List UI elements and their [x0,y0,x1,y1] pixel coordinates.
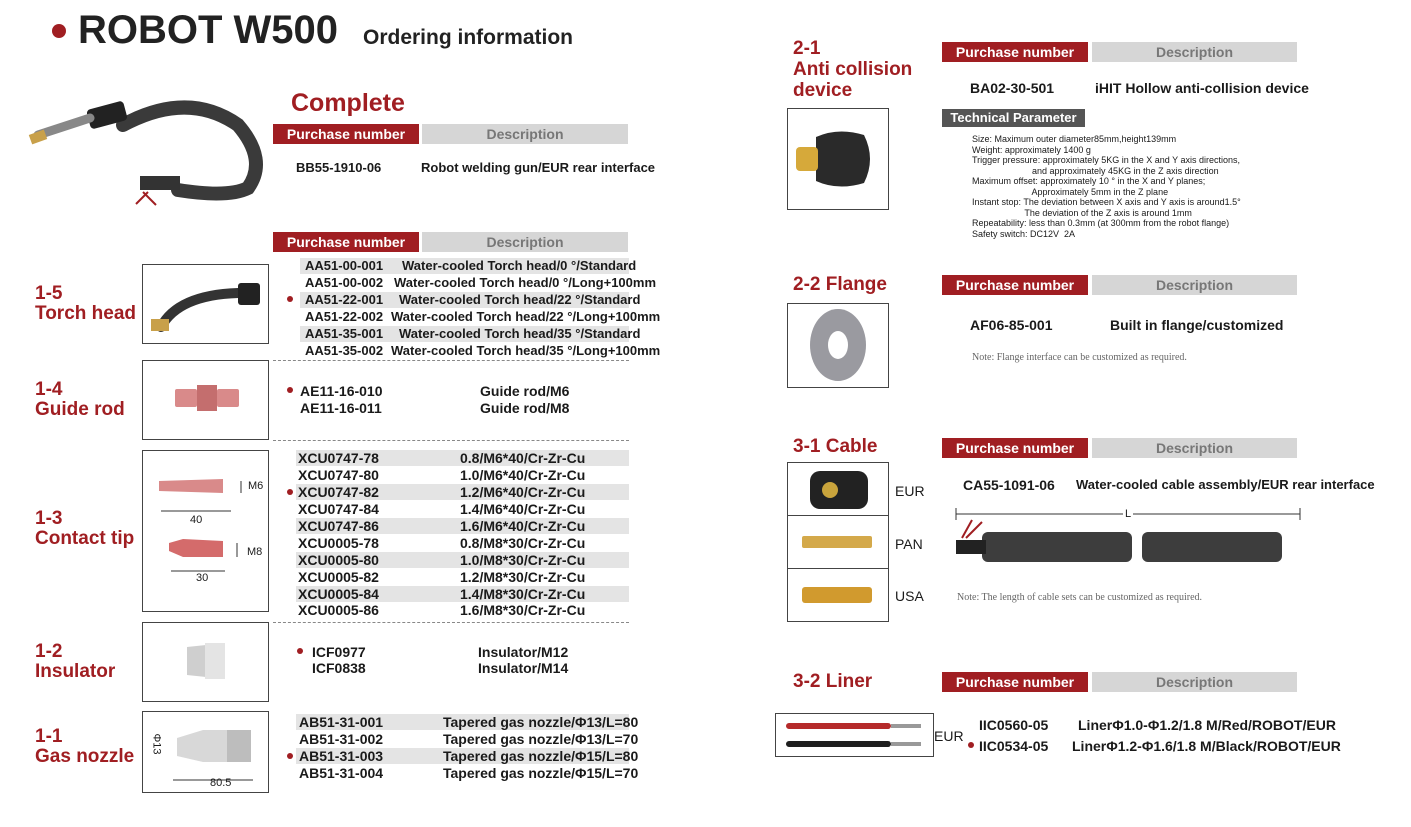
flange-header-desc: Description [1092,275,1297,295]
table-row: AB51-31-001 Tapered gas nozzle/Φ13/L=80 [296,714,629,730]
cable-label: 3-1 Cable [793,436,878,457]
cable-eur-image [787,462,889,516]
table-row: XCU0747-86 1.6/M6*40/Cr-Zr-Cu [296,518,629,534]
contact-tip-code: 1-3 [35,508,63,529]
parts-header-pn: Purchase number [273,232,419,252]
cable-header-desc: Description [1092,438,1297,458]
table-row: IIC0560-05 LinerΦ1.0-Φ1.2/1.8 M/Red/ROBOT/EUR [979,717,1336,733]
complete-header-desc: Description [422,124,628,144]
complete-pn: BB55-1910-06 [296,160,382,175]
liner-header-pn: Purchase number [942,672,1088,692]
divider [273,440,629,441]
complete-desc: Robot welding gun/EUR rear interface [421,160,656,175]
anti-collision-name: Anti collision [793,59,913,80]
tech-line: and approximately 45KG in the Z axis direction [972,165,1219,176]
anti-collision-code: 2-1 [793,38,821,59]
cable-pn: CA55-1091-06 [963,477,1055,493]
table-row: AA51-00-001 Water-cooled Torch head/0 °/Standard [300,258,629,274]
recommended-dot [287,489,293,495]
recommended-dot [297,648,303,654]
liner-label: 3-2 Liner [793,671,873,692]
divider [273,360,629,361]
dim-dia: Φ13 [150,733,163,755]
guide-rod-name: Guide rod [35,399,125,420]
tech-line: The deviation of the Z axis is around 1mm [972,207,1192,218]
title-bullet [52,24,66,38]
table-row: XCU0747-80 1.0/M6*40/Cr-Zr-Cu [298,467,586,483]
anti-collision-desc: iHIT Hollow anti-collision device [1095,80,1309,96]
cable-type-usa: USA [895,588,924,604]
torch-head-image [142,264,269,344]
cable-pan-image [787,515,889,569]
recommended-dot [287,296,293,302]
anti-collision-pn: BA02-30-501 [970,80,1055,96]
table-row: AB51-31-003 Tapered gas nozzle/Φ15/L=80 [296,748,629,764]
anti-collision-header-desc: Description [1092,42,1297,62]
dim-len: 80.5 [210,777,232,789]
flange-header-pn: Purchase number [942,275,1088,295]
insulator-name: Insulator [35,661,116,682]
table-row: AA51-22-001 Water-cooled Torch head/22 °/Standard [300,292,629,308]
cable-usa-image [787,568,889,622]
flange-note: Note: Flange interface can be customized as required. [972,352,1187,363]
cable-desc: Water-cooled cable assembly/EUR rear interface [1076,477,1375,492]
table-row: IIC0534-05 LinerΦ1.2-Φ1.6/1.8 M/Black/ROBOT/EUR [979,738,1341,754]
tech-line: Safety switch: DC12V 2A [972,228,1076,239]
gas-nozzle-code: 1-1 [35,726,63,747]
anti-collision-image [787,108,889,210]
tech-line: Instant stop: The deviation between X axis and Y axis is around1.5° [972,197,1241,207]
table-row: ICF0977 Insulator/M12 [312,644,569,660]
table-row: ICF0838 Insulator/M14 [312,660,569,676]
table-row: XCU0005-82 1.2/M8*30/Cr-Zr-Cu [298,569,586,585]
table-row: AB51-31-004 Tapered gas nozzle/Φ15/L=70 [299,765,639,781]
table-row: XCU0005-78 0.8/M8*30/Cr-Zr-Cu [298,535,586,551]
contact-tip-name: Contact tip [35,528,135,549]
anti-collision-name-2: device [793,80,853,101]
tech-line: Weight: approximately 1400 g [972,144,1091,155]
table-row: AA51-00-002 Water-cooled Torch head/0 °/Long+100mm [305,275,656,290]
cable-type-pan: PAN [895,536,923,552]
recommended-dot [287,387,293,393]
tech-param-header: Technical Parameter [942,109,1085,127]
tech-line: Maximum offset: approximately 10 ° in the X and Y planes; [972,176,1206,186]
dim-m6: M6 [248,480,264,492]
torch-head-code: 1-5 [35,283,63,304]
flange-desc: Built in flange/customized [1110,317,1284,333]
tech-line: Repeatability: less than 0.3mm (at 300mm from the robot flange) [972,218,1230,228]
dim-30: 30 [196,572,209,584]
complete-header-pn: Purchase number [273,124,419,144]
divider [273,622,629,623]
complete-label: Complete [291,89,405,117]
recommended-dot [968,742,974,748]
table-row: AE11-16-010 Guide rod/M6 [300,383,570,399]
cable-note: Note: The length of cable sets can be customized as required. [957,592,1203,603]
table-row: AA51-35-002 Water-cooled Torch head/35 °/Long+100mm [305,343,661,358]
cable-length-label: L [1125,508,1132,520]
anti-collision-header-pn: Purchase number [942,42,1088,62]
table-row: XCU0005-80 1.0/M8*30/Cr-Zr-Cu [296,552,629,568]
recommended-dot [287,753,293,759]
torch-head-name: Torch head [35,303,136,324]
cable-header-pn: Purchase number [942,438,1088,458]
tech-line: Size: Maximum outer diameter85mm,height139mm [972,134,1177,144]
table-row: XCU0747-84 1.4/M6*40/Cr-Zr-Cu [298,501,586,517]
liner-type: EUR [934,728,964,744]
tech-line: Trigger pressure: approximately 5KG in the X and Y axis directions, [972,155,1240,165]
flange-image [787,303,889,388]
insulator-image [142,622,269,702]
parts-header-desc: Description [422,232,628,252]
table-row: XCU0005-84 1.4/M8*30/Cr-Zr-Cu [296,586,629,602]
table-row: XCU0747-82 1.2/M6*40/Cr-Zr-Cu [296,484,629,500]
table-row: XCU0747-78 0.8/M6*40/Cr-Zr-Cu [296,450,629,466]
dim-40: 40 [190,514,203,526]
flange-pn: AF06-85-001 [970,317,1053,333]
complete-gun-image [28,80,273,215]
guide-rod-image [142,360,269,440]
table-row: AA51-35-001 Water-cooled Torch head/35 °/Standard [300,326,629,342]
page-subtitle: Ordering information [363,26,573,49]
insulator-code: 1-2 [35,641,63,662]
table-row: XCU0005-86 1.6/M8*30/Cr-Zr-Cu [298,602,586,618]
table-row: AB51-31-002 Tapered gas nozzle/Φ13/L=70 [299,731,639,747]
liner-image [775,713,934,757]
tech-line: Approximately 5mm in the Z plane [972,186,1169,197]
table-row: AE11-16-011 Guide rod/M8 [300,400,570,416]
page-title: ROBOT W500 [78,8,339,52]
contact-tip-image [142,450,269,612]
guide-rod-code: 1-4 [35,379,63,400]
cable-type-eur: EUR [895,483,925,499]
table-row: AA51-22-002 Water-cooled Torch head/22 °/Long+100mm [305,309,661,324]
gas-nozzle-name: Gas nozzle [35,746,135,767]
dim-m8: M8 [247,546,263,558]
liner-header-desc: Description [1092,672,1297,692]
flange-label: 2-2 Flange [793,274,887,295]
